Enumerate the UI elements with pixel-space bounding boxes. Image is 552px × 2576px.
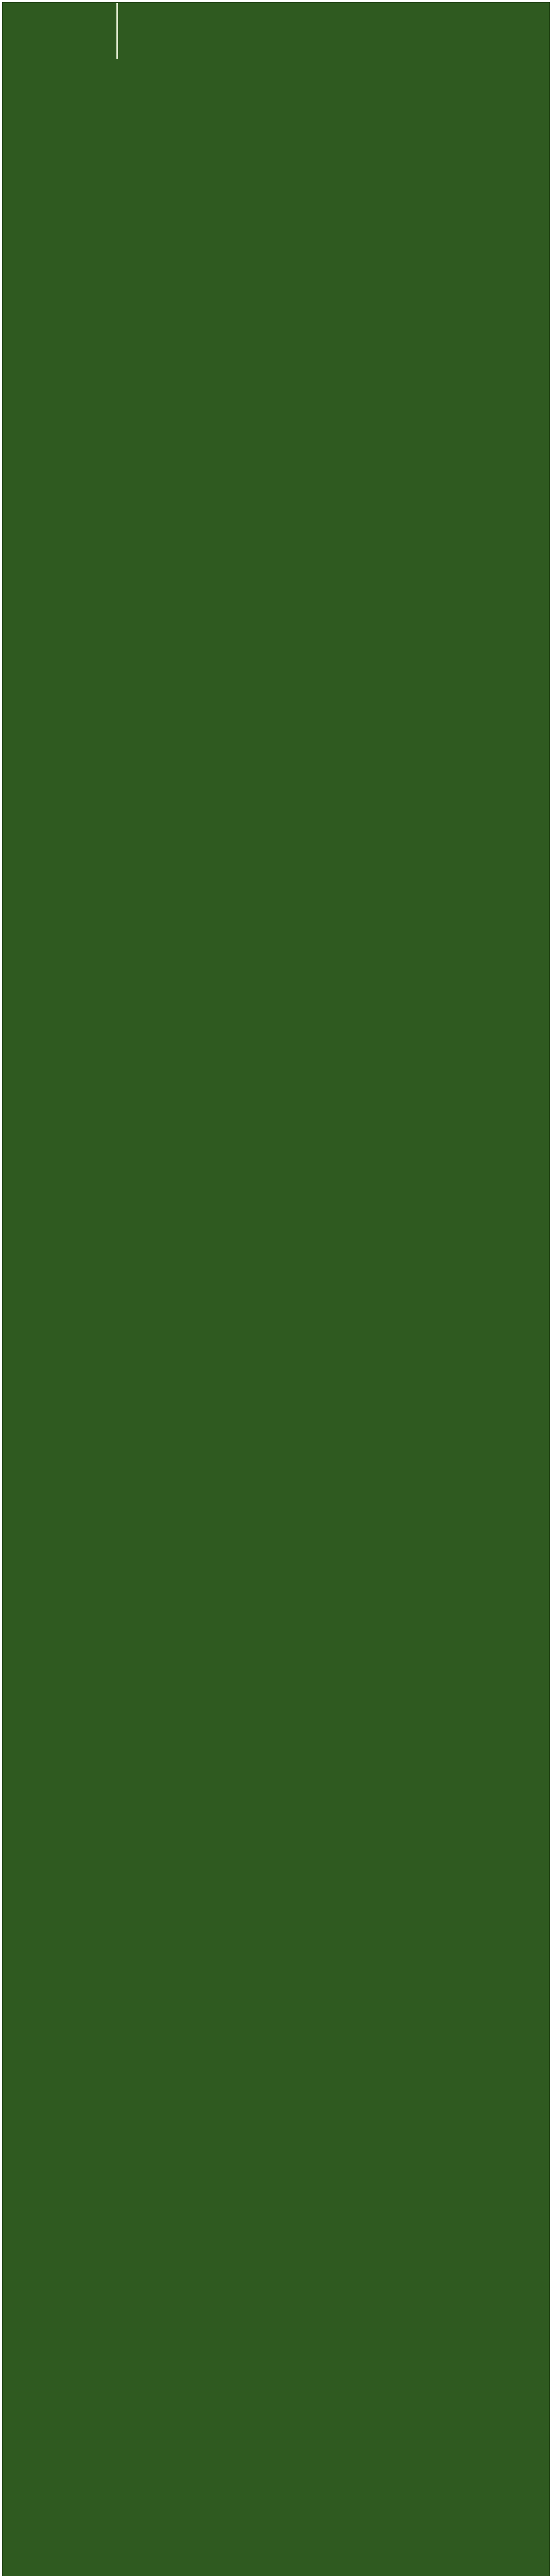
header-title bbox=[118, 3, 549, 59]
schedule-rows bbox=[3, 59, 549, 2576]
schedule-table bbox=[2, 2, 550, 2576]
table-header bbox=[3, 3, 549, 59]
header-schedule bbox=[3, 3, 118, 59]
